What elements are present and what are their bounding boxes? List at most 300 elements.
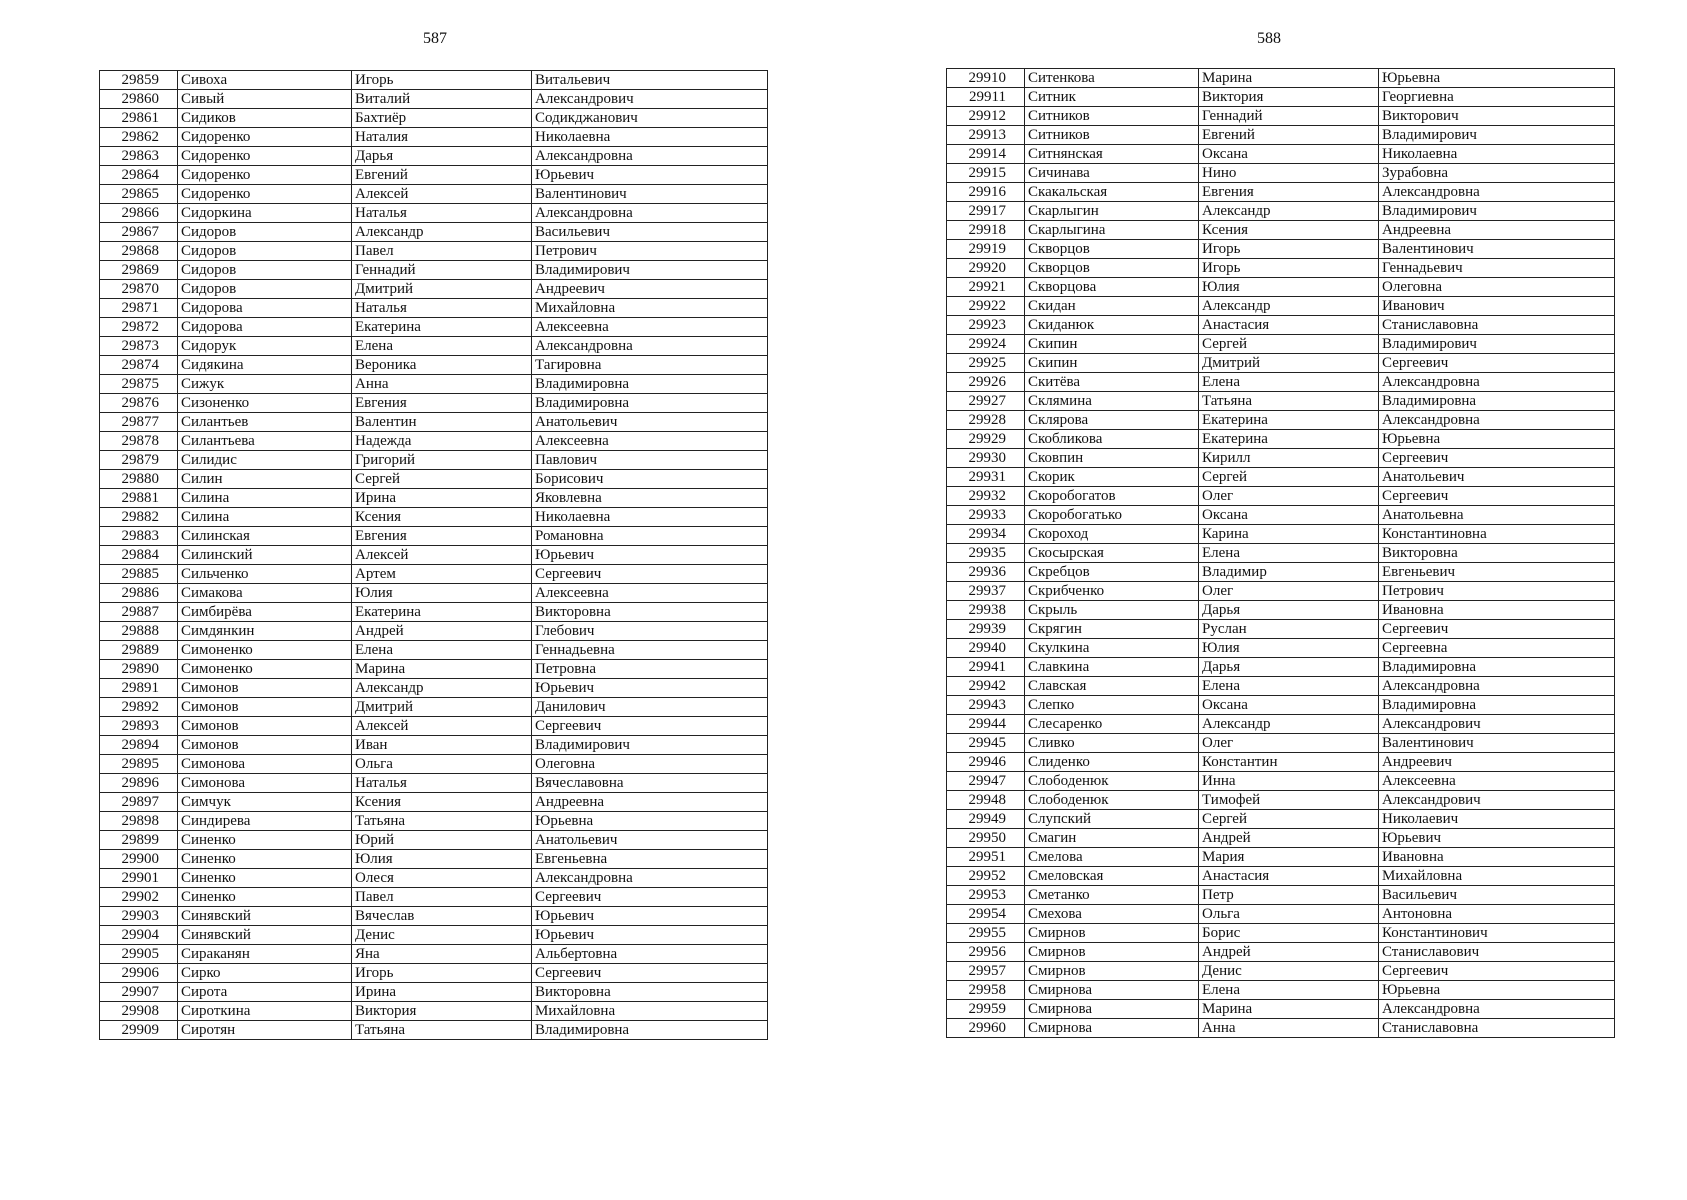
patronymic-cell: Романовна [532, 527, 768, 546]
first-name-cell: Ксения [1199, 221, 1379, 240]
record-number-cell: 29902 [100, 888, 178, 907]
record-number-cell: 29923 [947, 316, 1025, 335]
patronymic-cell: Владимирович [1379, 202, 1615, 221]
first-name-cell: Денис [352, 926, 532, 945]
first-name-cell: Игорь [352, 964, 532, 983]
first-name-cell: Вероника [352, 356, 532, 375]
surname-cell: Сидоров [178, 261, 352, 280]
record-number-cell: 29866 [100, 204, 178, 223]
table-row [100, 375, 768, 394]
record-number-cell: 29915 [947, 164, 1025, 183]
patronymic-cell: Сергеевич [532, 964, 768, 983]
surname-cell: Скрягин [1025, 620, 1199, 639]
surname-cell: Смелова [1025, 848, 1199, 867]
record-number-cell: 29862 [100, 128, 178, 147]
patronymic-cell: Сергеевич [532, 717, 768, 736]
table-row [947, 373, 1615, 392]
first-name-cell: Анастасия [1199, 867, 1379, 886]
table-row [100, 204, 768, 223]
patronymic-cell: Валентинович [532, 185, 768, 204]
table-row [100, 869, 768, 888]
surname-cell: Сидоренко [178, 128, 352, 147]
record-number-cell: 29872 [100, 318, 178, 337]
patronymic-cell: Юрьевич [532, 907, 768, 926]
table-row [100, 736, 768, 755]
first-name-cell: Дмитрий [1199, 354, 1379, 373]
record-number-cell: 29879 [100, 451, 178, 470]
first-name-cell: Сергей [1199, 335, 1379, 354]
table-row [100, 432, 768, 451]
record-number-cell: 29953 [947, 886, 1025, 905]
patronymic-cell: Владимировна [1379, 696, 1615, 715]
surname-cell: Сидоренко [178, 166, 352, 185]
first-name-cell: Татьяна [352, 1021, 532, 1040]
record-number-cell: 29944 [947, 715, 1025, 734]
patronymic-cell: Михайловна [532, 299, 768, 318]
first-name-cell: Андрей [352, 622, 532, 641]
surname-cell: Слободенюк [1025, 791, 1199, 810]
first-name-cell: Оксана [1199, 145, 1379, 164]
surname-cell: Сидоренко [178, 147, 352, 166]
record-number-cell: 29885 [100, 565, 178, 584]
table-row [100, 660, 768, 679]
surname-cell: Славская [1025, 677, 1199, 696]
surname-cell: Сироткина [178, 1002, 352, 1021]
table-row [100, 755, 768, 774]
first-name-cell: Виталий [352, 90, 532, 109]
record-number-cell: 29900 [100, 850, 178, 869]
first-name-cell: Нино [1199, 164, 1379, 183]
table-row [947, 1019, 1615, 1038]
record-number-cell: 29950 [947, 829, 1025, 848]
patronymic-cell: Александрович [532, 90, 768, 109]
table-row [100, 812, 768, 831]
first-name-cell: Александр [352, 223, 532, 242]
first-name-cell: Оксана [1199, 506, 1379, 525]
first-name-cell: Марина [1199, 1000, 1379, 1019]
patronymic-cell: Петрович [1379, 582, 1615, 601]
patronymic-cell: Валентинович [1379, 734, 1615, 753]
surname-cell: Сидоренко [178, 185, 352, 204]
patronymic-cell: Юрьевна [1379, 981, 1615, 1000]
patronymic-cell: Владимирович [1379, 126, 1615, 145]
table-row [947, 145, 1615, 164]
record-number-cell: 29865 [100, 185, 178, 204]
first-name-cell: Иван [352, 736, 532, 755]
surname-cell: Смирнов [1025, 943, 1199, 962]
first-name-cell: Оксана [1199, 696, 1379, 715]
record-number-cell: 29924 [947, 335, 1025, 354]
record-number-cell: 29860 [100, 90, 178, 109]
patronymic-cell: Алексеевна [532, 584, 768, 603]
patronymic-cell: Сергеевна [1379, 639, 1615, 658]
page-number: 588 [1257, 30, 1281, 47]
patronymic-cell: Александровна [532, 337, 768, 356]
surname-cell: Ситнянская [1025, 145, 1199, 164]
record-number-cell: 29896 [100, 774, 178, 793]
patronymic-cell: Сергеевич [1379, 354, 1615, 373]
first-name-cell: Мария [1199, 848, 1379, 867]
record-number-cell: 29909 [100, 1021, 178, 1040]
record-number-cell: 29960 [947, 1019, 1025, 1038]
record-number-cell: 29928 [947, 411, 1025, 430]
first-name-cell: Тимофей [1199, 791, 1379, 810]
table-row [100, 356, 768, 375]
surname-cell: Симонов [178, 679, 352, 698]
patronymic-cell: Александровна [1379, 677, 1615, 696]
surname-cell: Склямина [1025, 392, 1199, 411]
first-name-cell: Александр [1199, 715, 1379, 734]
table-row [947, 639, 1615, 658]
table-row [100, 71, 768, 90]
patronymic-cell: Владимировна [532, 1021, 768, 1040]
first-name-cell: Елена [1199, 544, 1379, 563]
record-number-cell: 29941 [947, 658, 1025, 677]
first-name-cell: Елена [352, 337, 532, 356]
surname-cell: Скорик [1025, 468, 1199, 487]
patronymic-cell: Алексеевна [532, 318, 768, 337]
surname-cell: Сидоркина [178, 204, 352, 223]
record-number-cell: 29926 [947, 373, 1025, 392]
patronymic-cell: Альбертовна [532, 945, 768, 964]
record-number-cell: 29886 [100, 584, 178, 603]
surname-cell: Сковпин [1025, 449, 1199, 468]
patronymic-cell: Юрьевич [1379, 829, 1615, 848]
surname-cell: Синявский [178, 926, 352, 945]
patronymic-cell: Алексеевна [532, 432, 768, 451]
first-name-cell: Анна [352, 375, 532, 394]
surname-cell: Смехова [1025, 905, 1199, 924]
patronymic-cell: Борисович [532, 470, 768, 489]
first-name-cell: Олеся [352, 869, 532, 888]
surname-cell: Сливко [1025, 734, 1199, 753]
first-name-cell: Екатерина [1199, 411, 1379, 430]
record-number-cell: 29939 [947, 620, 1025, 639]
table-row [947, 848, 1615, 867]
patronymic-cell: Валентинович [1379, 240, 1615, 259]
record-number-cell: 29905 [100, 945, 178, 964]
record-number-cell: 29917 [947, 202, 1025, 221]
patronymic-cell: Сергеевич [532, 888, 768, 907]
surname-cell: Скиданюк [1025, 316, 1199, 335]
table-row [100, 394, 768, 413]
surname-cell: Сирота [178, 983, 352, 1002]
first-name-cell: Павел [352, 888, 532, 907]
record-number-cell: 29892 [100, 698, 178, 717]
patronymic-cell: Андреевна [532, 793, 768, 812]
record-number-cell: 29908 [100, 1002, 178, 1021]
first-name-cell: Григорий [352, 451, 532, 470]
first-name-cell: Андрей [1199, 829, 1379, 848]
first-name-cell: Ирина [352, 983, 532, 1002]
first-name-cell: Алексей [352, 546, 532, 565]
surname-cell: Славкина [1025, 658, 1199, 677]
patronymic-cell: Станиславович [1379, 943, 1615, 962]
table-row [947, 183, 1615, 202]
table-row [100, 128, 768, 147]
surname-cell: Смирнова [1025, 1000, 1199, 1019]
patronymic-cell: Иванович [1379, 297, 1615, 316]
patronymic-cell: Петровна [532, 660, 768, 679]
patronymic-cell: Александровна [532, 204, 768, 223]
record-number-cell: 29877 [100, 413, 178, 432]
table-row [100, 280, 768, 299]
record-number-cell: 29931 [947, 468, 1025, 487]
surname-cell: Скарлыгина [1025, 221, 1199, 240]
record-number-cell: 29874 [100, 356, 178, 375]
record-number-cell: 29940 [947, 639, 1025, 658]
record-number-cell: 29916 [947, 183, 1025, 202]
first-name-cell: Дарья [1199, 601, 1379, 620]
surname-cell: Синявский [178, 907, 352, 926]
first-name-cell: Бахтиёр [352, 109, 532, 128]
patronymic-cell: Юрьевич [532, 166, 768, 185]
surname-cell: Скипин [1025, 354, 1199, 373]
record-number-cell: 29861 [100, 109, 178, 128]
first-name-cell: Марина [352, 660, 532, 679]
patronymic-cell: Глебович [532, 622, 768, 641]
patronymic-cell: Евгеньевна [532, 850, 768, 869]
record-number-cell: 29922 [947, 297, 1025, 316]
table-row [947, 791, 1615, 810]
surname-cell: Сирко [178, 964, 352, 983]
name-table [99, 70, 768, 1040]
table-row [100, 584, 768, 603]
first-name-cell: Олег [1199, 487, 1379, 506]
record-number-cell: 29876 [100, 394, 178, 413]
table-row [100, 508, 768, 527]
table-row [947, 525, 1615, 544]
table-row [947, 696, 1615, 715]
first-name-cell: Ксения [352, 508, 532, 527]
surname-cell: Сижук [178, 375, 352, 394]
record-number-cell: 29918 [947, 221, 1025, 240]
first-name-cell: Сергей [1199, 468, 1379, 487]
record-number-cell: 29947 [947, 772, 1025, 791]
surname-cell: Синенко [178, 850, 352, 869]
patronymic-cell: Александрович [1379, 715, 1615, 734]
table-row [100, 109, 768, 128]
record-number-cell: 29919 [947, 240, 1025, 259]
first-name-cell: Игорь [1199, 240, 1379, 259]
record-number-cell: 29878 [100, 432, 178, 451]
patronymic-cell: Олеговна [532, 755, 768, 774]
patronymic-cell: Анатольевич [532, 413, 768, 432]
surname-cell: Скворцов [1025, 240, 1199, 259]
surname-cell: Симоненко [178, 660, 352, 679]
patronymic-cell: Геннадьевна [532, 641, 768, 660]
patronymic-cell: Александровна [1379, 373, 1615, 392]
first-name-cell: Елена [1199, 373, 1379, 392]
patronymic-cell: Владимировна [532, 375, 768, 394]
table-row [947, 354, 1615, 373]
table-row [947, 278, 1615, 297]
surname-cell: Ситенкова [1025, 69, 1199, 88]
table-row [100, 717, 768, 736]
first-name-cell: Надежда [352, 432, 532, 451]
patronymic-cell: Георгиевна [1379, 88, 1615, 107]
record-number-cell: 29867 [100, 223, 178, 242]
record-number-cell: 29946 [947, 753, 1025, 772]
patronymic-cell: Александровна [532, 869, 768, 888]
surname-cell: Скобликова [1025, 430, 1199, 449]
first-name-cell: Наталия [352, 128, 532, 147]
patronymic-cell: Андреевна [1379, 221, 1615, 240]
surname-cell: Сметанко [1025, 886, 1199, 905]
patronymic-cell: Владимирович [532, 736, 768, 755]
surname-cell: Силина [178, 508, 352, 527]
record-number-cell: 29933 [947, 506, 1025, 525]
first-name-cell: Ольга [352, 755, 532, 774]
record-number-cell: 29943 [947, 696, 1025, 715]
table-row [100, 223, 768, 242]
table-row [947, 202, 1615, 221]
first-name-cell: Елена [1199, 981, 1379, 1000]
first-name-cell: Инна [1199, 772, 1379, 791]
first-name-cell: Олег [1199, 734, 1379, 753]
patronymic-cell: Станиславовна [1379, 1019, 1615, 1038]
record-number-cell: 29937 [947, 582, 1025, 601]
table-row [947, 658, 1615, 677]
patronymic-cell: Данилович [532, 698, 768, 717]
patronymic-cell: Зурабовна [1379, 164, 1615, 183]
surname-cell: Ситник [1025, 88, 1199, 107]
patronymic-cell: Содикджанович [532, 109, 768, 128]
patronymic-cell: Владимирович [532, 261, 768, 280]
first-name-cell: Игорь [352, 71, 532, 90]
first-name-cell: Юрий [352, 831, 532, 850]
record-number-cell: 29863 [100, 147, 178, 166]
record-number-cell: 29897 [100, 793, 178, 812]
first-name-cell: Анна [1199, 1019, 1379, 1038]
patronymic-cell: Николаевна [532, 508, 768, 527]
first-name-cell: Юлия [1199, 278, 1379, 297]
record-number-cell: 29949 [947, 810, 1025, 829]
first-name-cell: Дарья [352, 147, 532, 166]
patronymic-cell: Станиславовна [1379, 316, 1615, 335]
first-name-cell: Анастасия [1199, 316, 1379, 335]
table-row [947, 677, 1615, 696]
surname-cell: Смагин [1025, 829, 1199, 848]
table-row [947, 240, 1615, 259]
first-name-cell: Екатерина [352, 603, 532, 622]
table-row [100, 603, 768, 622]
record-number-cell: 29929 [947, 430, 1025, 449]
first-name-cell: Екатерина [1199, 430, 1379, 449]
patronymic-cell: Александровна [1379, 411, 1615, 430]
first-name-cell: Татьяна [1199, 392, 1379, 411]
patronymic-cell: Сергеевич [1379, 620, 1615, 639]
record-number-cell: 29883 [100, 527, 178, 546]
table-row [100, 1021, 768, 1040]
patronymic-cell: Андреевич [532, 280, 768, 299]
record-number-cell: 29871 [100, 299, 178, 318]
first-name-cell: Александр [1199, 202, 1379, 221]
record-number-cell: 29890 [100, 660, 178, 679]
surname-cell: Симонова [178, 755, 352, 774]
first-name-cell: Елена [352, 641, 532, 660]
first-name-cell: Дмитрий [352, 280, 532, 299]
first-name-cell: Виктория [1199, 88, 1379, 107]
record-number-cell: 29882 [100, 508, 178, 527]
first-name-cell: Наталья [352, 774, 532, 793]
record-number-cell: 29870 [100, 280, 178, 299]
patronymic-cell: Яковлевна [532, 489, 768, 508]
first-name-cell: Юлия [352, 850, 532, 869]
surname-cell: Слесаренко [1025, 715, 1199, 734]
first-name-cell: Борис [1199, 924, 1379, 943]
surname-cell: Симонов [178, 698, 352, 717]
surname-cell: Скворцова [1025, 278, 1199, 297]
table-row [100, 147, 768, 166]
surname-cell: Склярова [1025, 411, 1199, 430]
first-name-cell: Марина [1199, 69, 1379, 88]
table-row [947, 126, 1615, 145]
patronymic-cell: Александровна [1379, 183, 1615, 202]
surname-cell: Скороход [1025, 525, 1199, 544]
first-name-cell: Денис [1199, 962, 1379, 981]
table-row [100, 679, 768, 698]
record-number-cell: 29945 [947, 734, 1025, 753]
patronymic-cell: Юрьевна [1379, 430, 1615, 449]
patronymic-cell: Геннадьевич [1379, 259, 1615, 278]
record-number-cell: 29934 [947, 525, 1025, 544]
table-row [100, 337, 768, 356]
table-row [947, 221, 1615, 240]
patronymic-cell: Васильевич [532, 223, 768, 242]
first-name-cell: Евгений [1199, 126, 1379, 145]
record-number-cell: 29948 [947, 791, 1025, 810]
surname-cell: Силантьева [178, 432, 352, 451]
patronymic-cell: Михайловна [532, 1002, 768, 1021]
table-row [100, 641, 768, 660]
surname-cell: Синдирева [178, 812, 352, 831]
table-row [947, 582, 1615, 601]
first-name-cell: Наталья [352, 299, 532, 318]
first-name-cell: Кирилл [1199, 449, 1379, 468]
patronymic-cell: Юрьевич [532, 926, 768, 945]
first-name-cell: Геннадий [352, 261, 532, 280]
patronymic-cell: Васильевич [1379, 886, 1615, 905]
table-row [100, 166, 768, 185]
record-number-cell: 29911 [947, 88, 1025, 107]
record-number-cell: 29884 [100, 546, 178, 565]
patronymic-cell: Сергеевич [1379, 487, 1615, 506]
patronymic-cell: Александровна [1379, 1000, 1615, 1019]
surname-cell: Симонова [178, 774, 352, 793]
record-number-cell: 29954 [947, 905, 1025, 924]
table-row [100, 565, 768, 584]
table-row [947, 107, 1615, 126]
patronymic-cell: Николаевич [1379, 810, 1615, 829]
first-name-cell: Алексей [352, 717, 532, 736]
record-number-cell: 29891 [100, 679, 178, 698]
surname-cell: Симоненко [178, 641, 352, 660]
record-number-cell: 29956 [947, 943, 1025, 962]
table-row [947, 734, 1615, 753]
surname-cell: Слупский [1025, 810, 1199, 829]
table-row [947, 886, 1615, 905]
table-row [947, 487, 1615, 506]
patronymic-cell: Анатольевич [1379, 468, 1615, 487]
first-name-cell: Карина [1199, 525, 1379, 544]
record-number-cell: 29927 [947, 392, 1025, 411]
table-row [100, 413, 768, 432]
table-row [100, 451, 768, 470]
table-row [947, 753, 1615, 772]
patronymic-cell: Викторовна [532, 603, 768, 622]
record-number-cell: 29875 [100, 375, 178, 394]
